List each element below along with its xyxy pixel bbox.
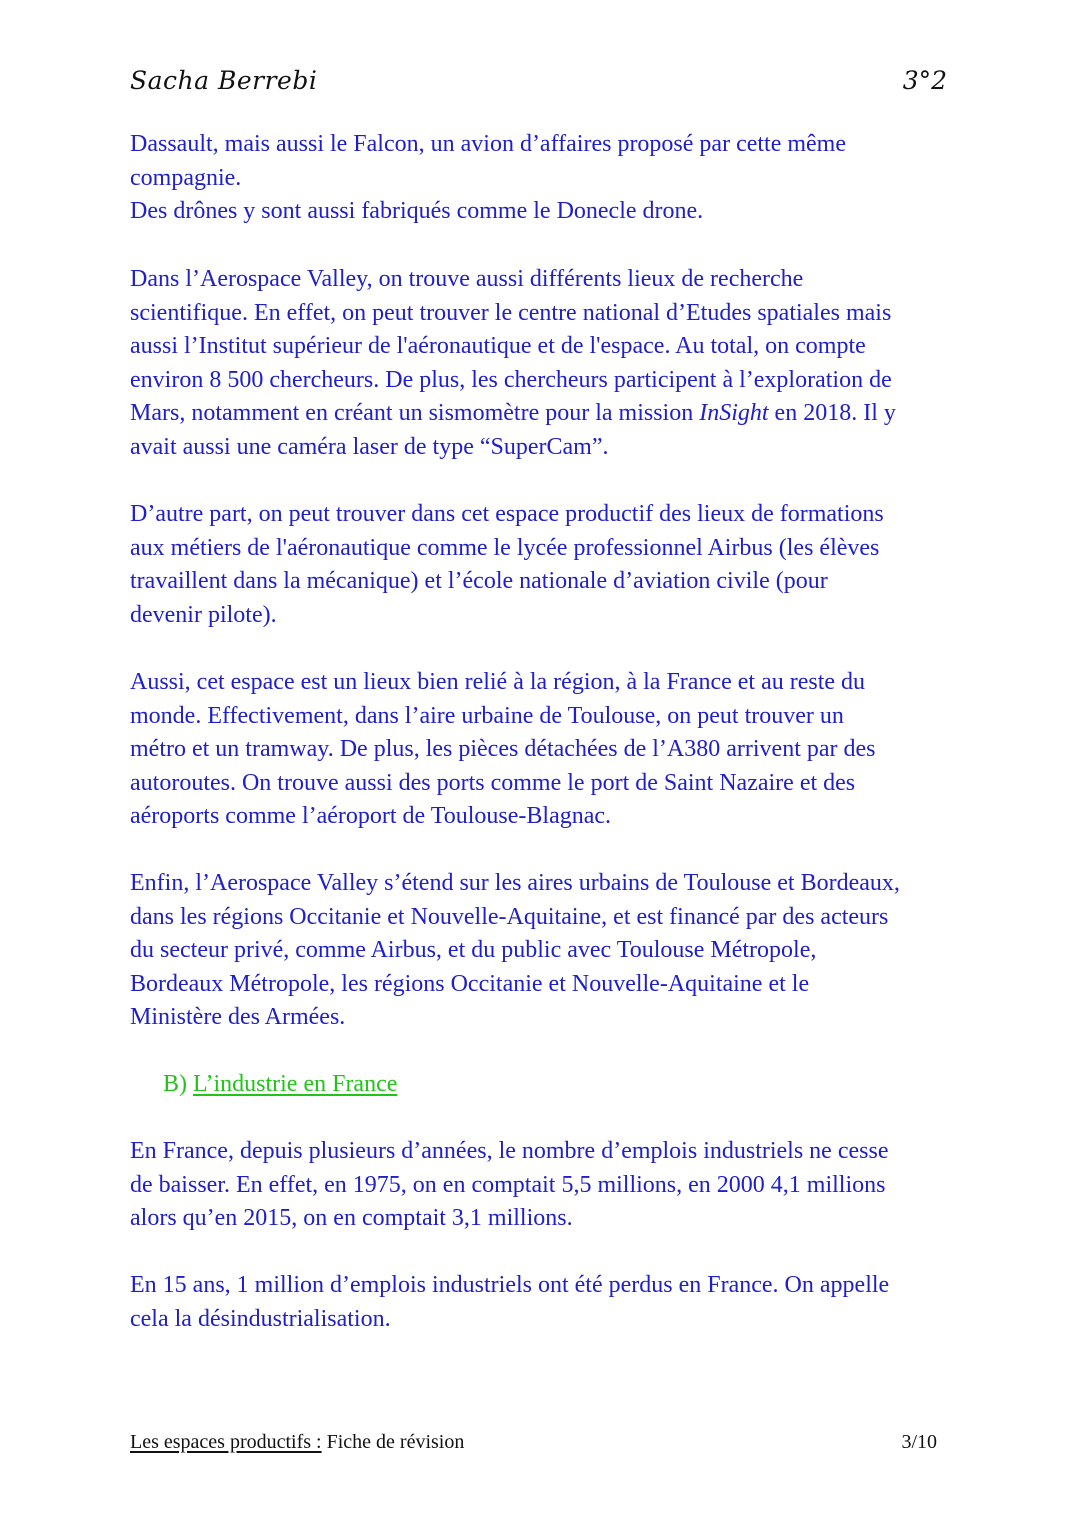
text-line: Dans l’Aerospace Valley, on trouve aussi différents lieux de recherche bbox=[130, 266, 804, 292]
text-line: scientifique. En effet, on peut trouver le centre national d’Etudes spatiales mais bbox=[130, 299, 892, 326]
text-line: travaillent dans la mécanique) et l’école nationale d’aviation civile (pour bbox=[130, 568, 828, 594]
paragraph-employment bbox=[130, 1135, 960, 1236]
paragraph-transport bbox=[130, 666, 960, 834]
text-line: autoroutes. On trouve aussi des ports comme le port de Saint Nazaire et des bbox=[130, 769, 856, 796]
text-line: de baisser. En effet, en 1975, on en comptait 5,5 millions, en 2000 4,1 millions bbox=[130, 1171, 886, 1198]
text-line: Ministère des Armées. bbox=[130, 1004, 346, 1030]
text-line bbox=[130, 397, 960, 431]
footer-subtitle: Fiche de révision bbox=[321, 1431, 465, 1453]
text-line: D’autre part, on peut trouver dans cet espace productif des lieux de formations bbox=[130, 501, 884, 527]
text-line: aux métiers de l'aéronautique comme le lycée professionnel Airbus (les élèves bbox=[130, 534, 880, 561]
text-line: Des drônes y sont aussi fabriqués comme le Donecle drone. bbox=[130, 198, 704, 224]
text-line: du secteur privé, comme Airbus, et du public avec Toulouse Métropole, bbox=[130, 937, 817, 963]
text-line: métro et un tramway. De plus, les pièces détachées de l’A380 arrivent par des bbox=[130, 736, 876, 762]
text-line: Enfin, l’Aerospace Valley s’étend sur les aires urbains de Toulouse et Bordeaux, bbox=[130, 870, 900, 896]
text-line: aéroports comme l’aéroport de Toulouse-Blagnac. bbox=[130, 803, 612, 829]
section-title: L’industrie en France bbox=[193, 1071, 398, 1097]
section-heading bbox=[163, 1068, 397, 1102]
author-name: Sacha Berrebi bbox=[130, 66, 318, 95]
text-fragment: en 2018. Il y bbox=[768, 400, 896, 426]
footer-title-main: Les espaces productifs : bbox=[130, 1431, 322, 1453]
text-fragment: Mars, notamment en créant un sismomètre pour la mission bbox=[130, 400, 700, 426]
text-line: Aussi, cet espace est un lieux bien relié à la région, à la France et au reste du bbox=[130, 669, 866, 695]
paragraph-training bbox=[130, 498, 960, 632]
text-line: alors qu’en 2015, on en comptait 3,1 millions. bbox=[130, 1205, 573, 1231]
footer-title bbox=[130, 1431, 464, 1454]
paragraph-financing bbox=[130, 867, 960, 1035]
text-line: avait aussi une caméra laser de type “SuperCam”. bbox=[130, 433, 609, 460]
paragraph-dassault bbox=[130, 128, 960, 229]
text-line: environ 8 500 chercheurs. De plus, les chercheurs participent à l’exploration de bbox=[130, 366, 892, 393]
text-line: Dassault, mais aussi le Falcon, un avion d’affaires proposé par cette même bbox=[130, 131, 847, 157]
text-line: aussi l’Institut supérieur de l'aéronautique et de l'espace. Au total, on compte bbox=[130, 333, 866, 359]
text-line: En 15 ans, 1 million d’emplois industriels ont été perdus en France. On appelle bbox=[130, 1272, 890, 1298]
paragraph-deindustrialisation bbox=[130, 1269, 960, 1336]
text-line: dans les régions Occitanie et Nouvelle-Aquitaine, et est financé par des acteurs bbox=[130, 903, 889, 930]
class-label: 3°2 bbox=[902, 66, 947, 95]
page-number: 3/10 bbox=[901, 1431, 937, 1453]
text-line: En France, depuis plusieurs d’années, le nombre d’emplois industriels ne cesse bbox=[130, 1138, 889, 1164]
section-prefix: B) bbox=[163, 1071, 193, 1097]
text-line: compagnie. bbox=[130, 164, 242, 191]
paragraph-research bbox=[130, 263, 960, 464]
text-line: devenir pilote). bbox=[130, 601, 277, 628]
mission-name: InSight bbox=[699, 400, 769, 426]
text-line: cela la désindustrialisation. bbox=[130, 1305, 391, 1332]
text-line: monde. Effectivement, dans l’aire urbaine de Toulouse, on peut trouver un bbox=[130, 702, 844, 729]
text-line: Bordeaux Métropole, les régions Occitanie et Nouvelle-Aquitaine et le bbox=[130, 970, 810, 997]
